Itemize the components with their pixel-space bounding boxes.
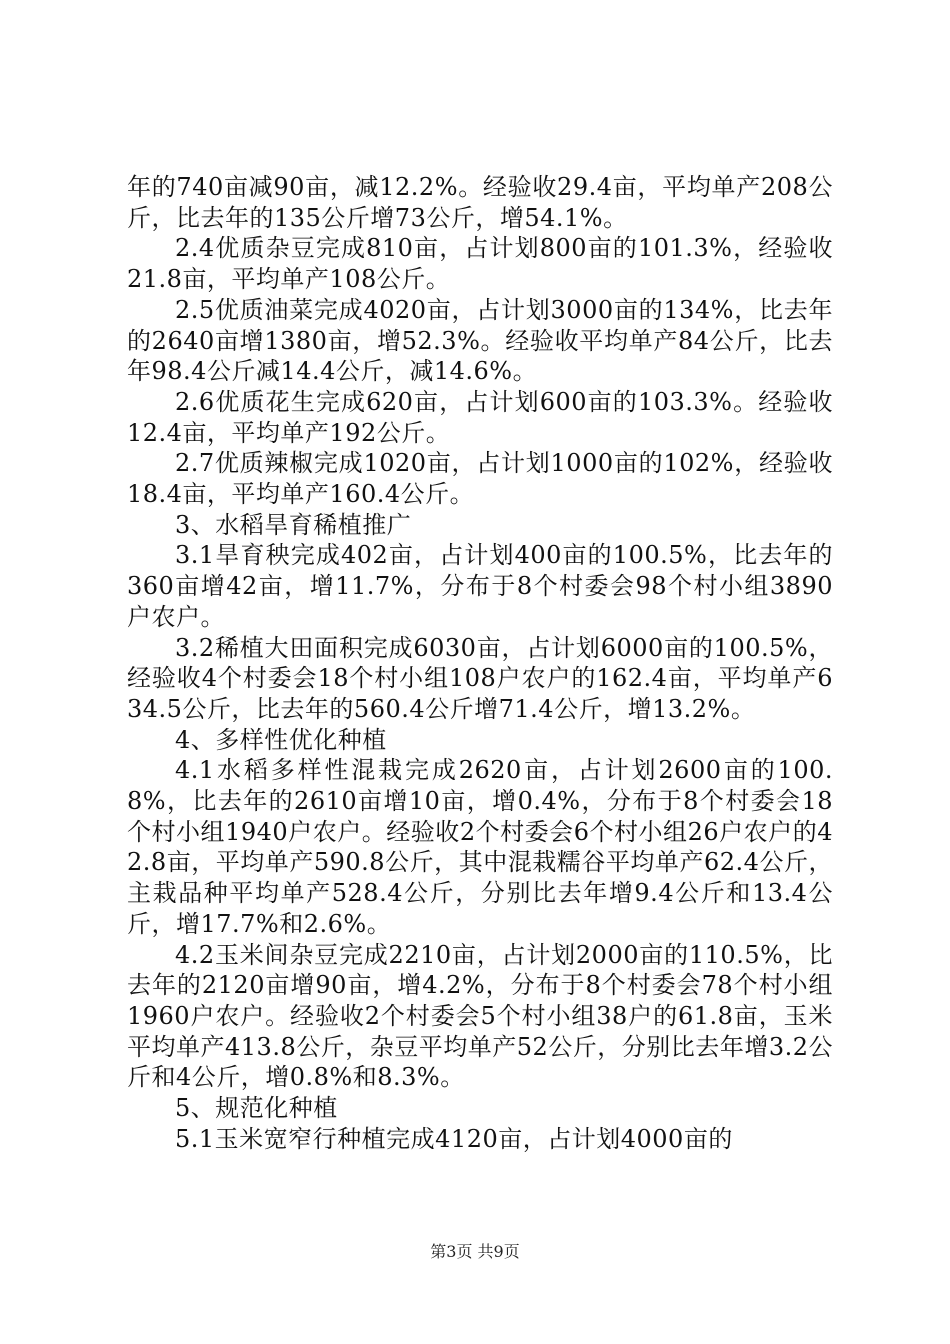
section-heading-5: 5、规范化种植 xyxy=(175,1094,338,1123)
paragraph-3-2: 3.2稀植大田面积完成6030亩，占计划6000亩的100.5%，经验收4个村委会18个村小组108户农户的162.4亩，平均单产634.5公斤，比去年的560.4公斤增71.4公斤，增13.2%。 xyxy=(127,633,833,723)
paragraph-continued: 年的740亩减90亩，减12.2%。经验收29.4亩，平均单产208公斤，比去年的135公斤增73公斤，增54.1%。 xyxy=(127,173,833,232)
paragraph-4-2: 4.2玉米间杂豆完成2210亩，占计划2000亩的110.5%，比去年的2120亩增90亩，增4.2%，分布于8个村委会78个村小组1960户农户。经验收2个村委会5个村小组38户的61.8亩，玉米平均单产413.8公斤，杂豆平均单产52公斤，分别比去年增3.2公斤和4公斤，增0.8%和8.3%。 xyxy=(127,940,833,1092)
section-heading-4: 4、多样性优化种植 xyxy=(175,725,387,754)
page-footer: 第3页 共9页 xyxy=(430,1242,520,1261)
document-body xyxy=(127,172,833,1155)
paragraph-2-5: 2.5优质油菜完成4020亩，占计划3000亩的134%，比去年的2640亩增1380亩，增52.3%。经验收平均单产84公斤，比去年98.4公斤减14.4公斤，减14.6%。 xyxy=(127,295,833,386)
paragraph-2-7: 2.7优质辣椒完成1020亩，占计划1000亩的102%，经验收18.4亩，平均单产160.4公斤。 xyxy=(127,449,833,509)
paragraph-3-1: 3.1旱育秧完成402亩，占计划400亩的100.5%，比去年的360亩增42亩，增11.7%，分布于8个村委会98个村小组3890户农户。 xyxy=(127,541,833,631)
paragraph-2-6: 2.6优质花生完成620亩，占计划600亩的103.3%。经验收12.4亩，平均单产192公斤。 xyxy=(127,387,833,447)
paragraph-2-4: 2.4优质杂豆完成810亩，占计划800亩的101.3%，经验收21.8亩，平均单产108公斤。 xyxy=(127,234,833,294)
section-heading-3: 3、水稻旱育稀植推广 xyxy=(175,510,412,539)
paragraph-5-1: 5.1玉米宽窄行种植完成4120亩，占计划4000亩的 xyxy=(175,1124,733,1153)
paragraph-4-1: 4.1水稻多样性混栽完成2620亩，占计划2600亩的100.8%，比去年的2610亩增10亩，增0.4%，分布于8个村委会18个村小组1940户农户。经验收2个村委会6个村小组26户农户的42.8亩，平均单产590.8公斤，其中混栽糯谷平均单产62.4公斤，主栽品种平均单产528.4公斤，分别比去年增9.4公斤和13.4公斤，增17.7%和2.6%。 xyxy=(127,756,833,938)
